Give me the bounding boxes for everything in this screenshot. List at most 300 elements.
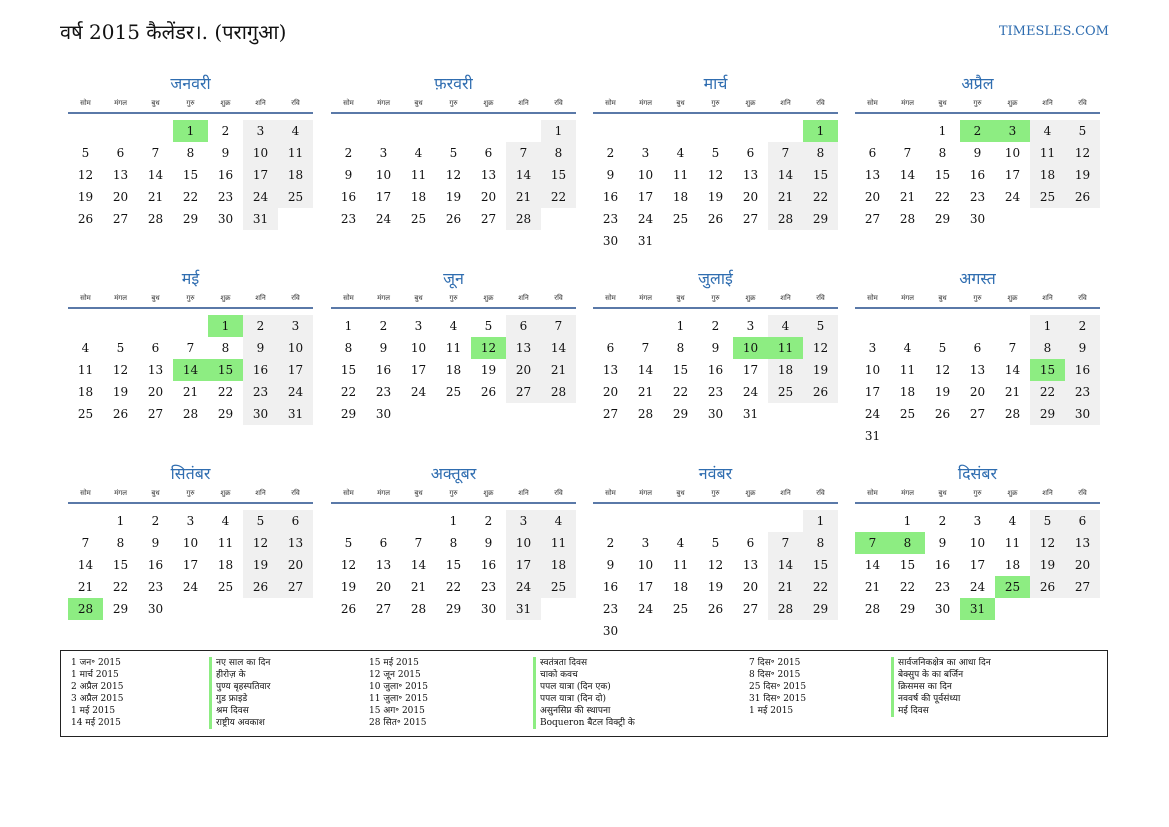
- day-cell: 13: [969, 363, 986, 377]
- weekday-label: मंगल: [377, 99, 390, 107]
- day-cell: 16: [243, 359, 278, 381]
- weekday-label: सोम: [80, 99, 91, 107]
- day-cell: 6: [746, 536, 755, 550]
- day-cell: 9: [938, 536, 947, 550]
- weekday-label: सोम: [80, 294, 91, 302]
- day-cell: 10: [637, 558, 654, 572]
- day-cell: 25: [768, 381, 803, 403]
- day-cell: 29: [340, 407, 357, 421]
- day-cell: 21: [147, 190, 164, 204]
- day-cell: 29: [217, 407, 234, 421]
- header-rule: [68, 112, 313, 114]
- day-cell: 6: [606, 341, 615, 355]
- day-cell: 15: [803, 554, 838, 576]
- day-cell: 11: [672, 558, 689, 572]
- weekday-header: [331, 294, 576, 306]
- day-cell: 11: [410, 168, 427, 182]
- day-cell: 8: [186, 146, 195, 160]
- weekday-label: रवि: [1078, 489, 1087, 497]
- day-cell: 11: [445, 341, 462, 355]
- weekday-header: [593, 489, 838, 501]
- day-cell: 7: [186, 341, 195, 355]
- legend-holiday-name: पपल यात्रा (दिन एक): [540, 682, 611, 692]
- day-cell: 23: [340, 212, 357, 226]
- day-cell: 9: [484, 536, 493, 550]
- day-cell: 30: [602, 234, 619, 248]
- day-cell: 26: [707, 212, 724, 226]
- day-cell: 13: [506, 337, 541, 359]
- legend-date: 12 जून 2015: [369, 670, 421, 680]
- holiday-day-cell: 1: [208, 315, 243, 337]
- day-cell: 11: [278, 142, 313, 164]
- day-cell: 12: [1030, 532, 1065, 554]
- day-cell: 14: [768, 164, 803, 186]
- legend-date: 28 सित॰ 2015: [369, 718, 427, 728]
- day-cell: 21: [182, 385, 199, 399]
- weekday-label: गुरु: [186, 294, 195, 302]
- day-cell: 12: [112, 363, 129, 377]
- day-cell: 13: [1065, 532, 1100, 554]
- day-cell: 16: [147, 558, 164, 572]
- day-cell: 11: [77, 363, 94, 377]
- day-cell: 6: [278, 510, 313, 532]
- day-cell: 24: [278, 381, 313, 403]
- day-cell: 30: [217, 212, 234, 226]
- day-cell: 8: [803, 532, 838, 554]
- legend-date: 14 मई 2015: [71, 718, 121, 728]
- day-cell: 24: [1004, 190, 1021, 204]
- day-cell: 20: [147, 385, 164, 399]
- day-cell: 28: [637, 407, 654, 421]
- day-cell: 6: [1065, 510, 1100, 532]
- day-cell: 4: [1008, 514, 1017, 528]
- day-cell: 4: [903, 341, 912, 355]
- day-cell: 23: [602, 212, 619, 226]
- day-cell: 19: [445, 190, 462, 204]
- day-cell: 3: [641, 146, 650, 160]
- day-cell: 9: [221, 146, 230, 160]
- legend-holiday-name: बेक्सुप के का बर्जिन: [898, 670, 964, 680]
- day-cell: 31: [742, 407, 759, 421]
- weekday-label: बुध: [151, 294, 160, 302]
- day-cell: 7: [903, 146, 912, 160]
- day-cell: 14: [77, 558, 94, 572]
- day-cell: 14: [147, 168, 164, 182]
- day-cell: 23: [602, 602, 619, 616]
- day-cell: 16: [602, 580, 619, 594]
- weekday-label: मंगल: [639, 99, 652, 107]
- holiday-day-cell: 12: [471, 337, 506, 359]
- day-cell: 25: [77, 407, 94, 421]
- month-name: अप्रैल: [961, 74, 994, 93]
- legend-holiday-name: नए साल का दिन: [216, 658, 271, 668]
- day-cell: 22: [182, 190, 199, 204]
- weekday-label: बुध: [938, 99, 947, 107]
- month-block: [68, 462, 313, 616]
- day-cell: 24: [375, 212, 392, 226]
- day-cell: 12: [340, 558, 357, 572]
- day-cell: 20: [742, 580, 759, 594]
- weekday-label: शुक्र: [1007, 294, 1018, 302]
- day-cell: 9: [151, 536, 160, 550]
- weekday-label: रवि: [1078, 99, 1087, 107]
- day-cell: 17: [506, 554, 541, 576]
- weekday-header: [593, 294, 838, 306]
- month-name: नवंबर: [698, 464, 733, 483]
- day-cell: 28: [768, 598, 803, 620]
- weekday-label: मंगल: [901, 489, 914, 497]
- month-block: [68, 72, 313, 226]
- day-cell: 29: [112, 602, 129, 616]
- day-cell: 14: [768, 554, 803, 576]
- holiday-day-cell: 1: [173, 120, 208, 142]
- day-cell: 10: [278, 337, 313, 359]
- month-name: अक्तूबर: [430, 464, 477, 483]
- day-cell: 2: [1065, 315, 1100, 337]
- month-block: [593, 462, 838, 638]
- day-cell: 27: [1065, 576, 1100, 598]
- legend-holiday-name: स्वतंत्रता दिवस: [540, 658, 588, 668]
- day-cell: 17: [864, 385, 881, 399]
- day-cell: 24: [182, 580, 199, 594]
- day-cell: 15: [182, 168, 199, 182]
- day-cell: 25: [1030, 186, 1065, 208]
- header-rule: [593, 502, 838, 504]
- day-cell: 2: [484, 514, 493, 528]
- weekday-header: [593, 99, 838, 111]
- weekday-header: [855, 294, 1100, 306]
- weekday-header: [68, 489, 313, 501]
- weekday-label: सोम: [343, 99, 354, 107]
- day-cell: 29: [1030, 403, 1065, 425]
- day-cell: 24: [506, 576, 541, 598]
- day-cell: 10: [375, 168, 392, 182]
- weekday-label: मंगल: [901, 294, 914, 302]
- day-cell: 15: [934, 168, 951, 182]
- weekday-label: शनि: [780, 489, 791, 497]
- day-cell: 20: [742, 190, 759, 204]
- month-block: [68, 267, 313, 421]
- day-cell: 31: [506, 598, 541, 620]
- day-cell: 19: [77, 190, 94, 204]
- day-cell: 13: [112, 168, 129, 182]
- weekday-label: शनि: [1042, 489, 1053, 497]
- day-cell: 28: [899, 212, 916, 226]
- day-cell: 21: [864, 580, 881, 594]
- day-cell: 26: [934, 407, 951, 421]
- day-cell: 4: [221, 514, 230, 528]
- day-cell: 19: [1065, 164, 1100, 186]
- day-cell: 12: [707, 558, 724, 572]
- day-cell: 17: [742, 363, 759, 377]
- day-cell: 2: [606, 536, 615, 550]
- weekday-label: शुक्र: [483, 489, 494, 497]
- day-cell: 1: [803, 510, 838, 532]
- day-cell: 7: [541, 315, 576, 337]
- day-cell: 9: [606, 168, 615, 182]
- day-cell: 18: [410, 190, 427, 204]
- day-cell: 7: [1008, 341, 1017, 355]
- day-cell: 8: [221, 341, 230, 355]
- day-cell: 15: [445, 558, 462, 572]
- day-cell: 28: [864, 602, 881, 616]
- day-cell: 3: [414, 319, 423, 333]
- weekday-header: [68, 99, 313, 111]
- day-cell: 1: [1030, 315, 1065, 337]
- day-cell: 29: [672, 407, 689, 421]
- day-cell: 7: [81, 536, 90, 550]
- day-cell: 11: [1004, 536, 1021, 550]
- day-cell: 11: [1030, 142, 1065, 164]
- day-cell: 18: [278, 164, 313, 186]
- holiday-day-cell: 8: [890, 532, 925, 554]
- day-cell: 2: [221, 124, 230, 138]
- day-cell: 17: [410, 363, 427, 377]
- day-cell: 15: [672, 363, 689, 377]
- weekday-label: सोम: [605, 294, 616, 302]
- day-cell: 29: [445, 602, 462, 616]
- day-cell: 26: [1065, 186, 1100, 208]
- day-cell: 23: [217, 190, 234, 204]
- holiday-day-cell: 11: [768, 337, 803, 359]
- legend-holiday-name: राष्ट्रीय अवकाश: [216, 718, 265, 728]
- day-cell: 2: [151, 514, 160, 528]
- day-cell: 1: [449, 514, 458, 528]
- day-cell: 27: [375, 602, 392, 616]
- holiday-day-cell: 3: [995, 120, 1030, 142]
- day-cell: 17: [637, 580, 654, 594]
- holiday-day-cell: 1: [803, 120, 838, 142]
- legend-date: 7 दिस॰ 2015: [749, 658, 801, 668]
- day-cell: 2: [938, 514, 947, 528]
- weekday-label: रवि: [554, 99, 563, 107]
- weekday-header: [855, 99, 1100, 111]
- day-cell: 13: [742, 168, 759, 182]
- day-cell: 1: [676, 319, 685, 333]
- day-cell: 18: [768, 359, 803, 381]
- day-cell: 28: [147, 212, 164, 226]
- day-cell: 26: [1030, 576, 1065, 598]
- day-cell: 24: [637, 602, 654, 616]
- legend-date: 15 अग॰ 2015: [369, 706, 425, 716]
- day-cell: 23: [243, 381, 278, 403]
- day-cell: 27: [602, 407, 619, 421]
- weekday-label: शुक्र: [220, 294, 231, 302]
- day-cell: 15: [803, 164, 838, 186]
- day-cell: 10: [969, 536, 986, 550]
- day-cell: 14: [637, 363, 654, 377]
- day-cell: 10: [1004, 146, 1021, 160]
- day-cell: 23: [1065, 381, 1100, 403]
- day-cell: 21: [77, 580, 94, 594]
- weekday-label: सोम: [605, 489, 616, 497]
- day-cell: 23: [375, 385, 392, 399]
- day-cell: 26: [77, 212, 94, 226]
- day-cell: 4: [81, 341, 90, 355]
- weekday-label: रवि: [291, 489, 300, 497]
- legend-holiday-name: हीरोज़ के: [216, 670, 246, 680]
- month-block: [855, 267, 1100, 443]
- legend-date: 1 मई 2015: [749, 706, 794, 716]
- day-cell: 17: [375, 190, 392, 204]
- month-block: [331, 72, 576, 226]
- legend-holiday-name: सार्वजनिकक्षेत्र का आधा दिन: [898, 658, 991, 668]
- day-cell: 25: [445, 385, 462, 399]
- day-cell: 18: [1030, 164, 1065, 186]
- day-cell: 18: [1004, 558, 1021, 572]
- month-name: दिसंबर: [957, 464, 998, 483]
- day-cell: 9: [243, 337, 278, 359]
- day-cell: 18: [217, 558, 234, 572]
- day-cell: 3: [186, 514, 195, 528]
- day-cell: 18: [899, 385, 916, 399]
- legend-date: 31 दिस॰ 2015: [749, 694, 807, 704]
- day-cell: 30: [934, 602, 951, 616]
- day-cell: 4: [278, 120, 313, 142]
- day-cell: 27: [742, 602, 759, 616]
- day-cell: 13: [864, 168, 881, 182]
- day-cell: 8: [541, 142, 576, 164]
- page-title: वर्ष 2015 कैलेंडर।. (परागुआ): [60, 20, 287, 44]
- day-cell: 7: [641, 341, 650, 355]
- day-cell: 14: [541, 337, 576, 359]
- weekday-label: सोम: [80, 489, 91, 497]
- day-cell: 23: [147, 580, 164, 594]
- month-block: [593, 72, 838, 248]
- weekday-label: शनि: [255, 294, 266, 302]
- day-cell: 30: [480, 602, 497, 616]
- day-cell: 27: [969, 407, 986, 421]
- header-rule: [593, 112, 838, 114]
- weekday-label: मंगल: [639, 489, 652, 497]
- day-cell: 5: [938, 341, 947, 355]
- day-cell: 4: [449, 319, 458, 333]
- day-cell: 10: [410, 341, 427, 355]
- weekday-label: शनि: [1042, 99, 1053, 107]
- day-cell: 1: [116, 514, 125, 528]
- weekday-label: मंगल: [901, 99, 914, 107]
- day-cell: 17: [969, 558, 986, 572]
- day-cell: 12: [1065, 142, 1100, 164]
- day-cell: 23: [934, 580, 951, 594]
- day-cell: 4: [768, 315, 803, 337]
- legend-date: 25 दिस॰ 2015: [749, 682, 807, 692]
- day-cell: 26: [243, 576, 278, 598]
- weekday-label: शुक्र: [1007, 489, 1018, 497]
- month-block: [855, 72, 1100, 226]
- weekday-label: रवि: [554, 489, 563, 497]
- day-cell: 29: [934, 212, 951, 226]
- day-cell: 5: [344, 536, 353, 550]
- weekday-label: शुक्र: [745, 489, 756, 497]
- day-cell: 8: [938, 146, 947, 160]
- day-cell: 24: [969, 580, 986, 594]
- weekday-label: शनि: [518, 294, 529, 302]
- day-cell: 19: [1030, 554, 1065, 576]
- weekday-label: शुक्र: [745, 294, 756, 302]
- weekday-label: शुक्र: [220, 489, 231, 497]
- day-cell: 13: [375, 558, 392, 572]
- day-cell: 5: [711, 146, 720, 160]
- day-cell: 20: [969, 385, 986, 399]
- legend-dates: [71, 657, 123, 729]
- day-cell: 2: [379, 319, 388, 333]
- day-cell: 27: [112, 212, 129, 226]
- header-rule: [855, 502, 1100, 504]
- holiday-day-cell: 31: [960, 598, 995, 620]
- legend-date: 1 जन॰ 2015: [71, 658, 121, 668]
- holiday-day-cell: 25: [995, 576, 1030, 598]
- legend-holiday-name: श्रम दिवस: [216, 706, 249, 716]
- day-cell: 27: [742, 212, 759, 226]
- day-cell: 30: [375, 407, 392, 421]
- day-cell: 19: [340, 580, 357, 594]
- day-cell: 27: [147, 407, 164, 421]
- day-cell: 4: [676, 536, 685, 550]
- weekday-label: गुरु: [186, 489, 195, 497]
- legend-holiday-name: पपल यात्रा (दिन दो): [540, 694, 606, 704]
- legend-names: [209, 657, 270, 729]
- month-block: [331, 267, 576, 421]
- day-cell: 16: [934, 558, 951, 572]
- day-cell: 18: [541, 554, 576, 576]
- day-cell: 26: [340, 602, 357, 616]
- weekday-label: गुरु: [711, 489, 720, 497]
- day-cell: 16: [602, 190, 619, 204]
- weekday-label: सोम: [343, 294, 354, 302]
- weekday-label: शुक्र: [220, 99, 231, 107]
- day-cell: 22: [803, 576, 838, 598]
- day-cell: 21: [899, 190, 916, 204]
- day-cell: 15: [541, 164, 576, 186]
- weekday-label: रवि: [291, 294, 300, 302]
- site-link[interactable]: TIMESLES.COM: [998, 24, 1109, 39]
- day-cell: 11: [672, 168, 689, 182]
- weekday-label: शुक्र: [1007, 99, 1018, 107]
- day-cell: 9: [973, 146, 982, 160]
- day-cell: 24: [637, 212, 654, 226]
- day-cell: 11: [899, 363, 916, 377]
- weekday-label: मंगल: [114, 294, 127, 302]
- day-cell: 16: [375, 363, 392, 377]
- legend-holiday-name: Boqueron बैटल विक्ट्री के: [540, 718, 635, 728]
- day-cell: 28: [410, 602, 427, 616]
- holiday-day-cell: 2: [960, 120, 995, 142]
- day-cell: 31: [864, 429, 881, 443]
- day-cell: 28: [1004, 407, 1021, 421]
- header-rule: [68, 307, 313, 309]
- day-cell: 16: [340, 190, 357, 204]
- legend-holiday-name: पुण्य बृहस्पतिवार: [216, 682, 271, 692]
- day-cell: 19: [480, 363, 497, 377]
- day-cell: 20: [864, 190, 881, 204]
- weekday-header: [68, 294, 313, 306]
- weekday-label: बुध: [676, 99, 685, 107]
- weekday-label: मंगल: [114, 99, 127, 107]
- header-rule: [331, 112, 576, 114]
- day-cell: 14: [864, 558, 881, 572]
- day-cell: 13: [602, 363, 619, 377]
- day-cell: 18: [77, 385, 94, 399]
- day-cell: 8: [449, 536, 458, 550]
- weekday-label: शनि: [1042, 294, 1053, 302]
- legend-date: 1 मई 2015: [71, 706, 116, 716]
- day-cell: 10: [637, 168, 654, 182]
- holiday-legend: [60, 650, 1108, 737]
- day-cell: 1: [903, 514, 912, 528]
- day-cell: 17: [278, 359, 313, 381]
- day-cell: 12: [77, 168, 94, 182]
